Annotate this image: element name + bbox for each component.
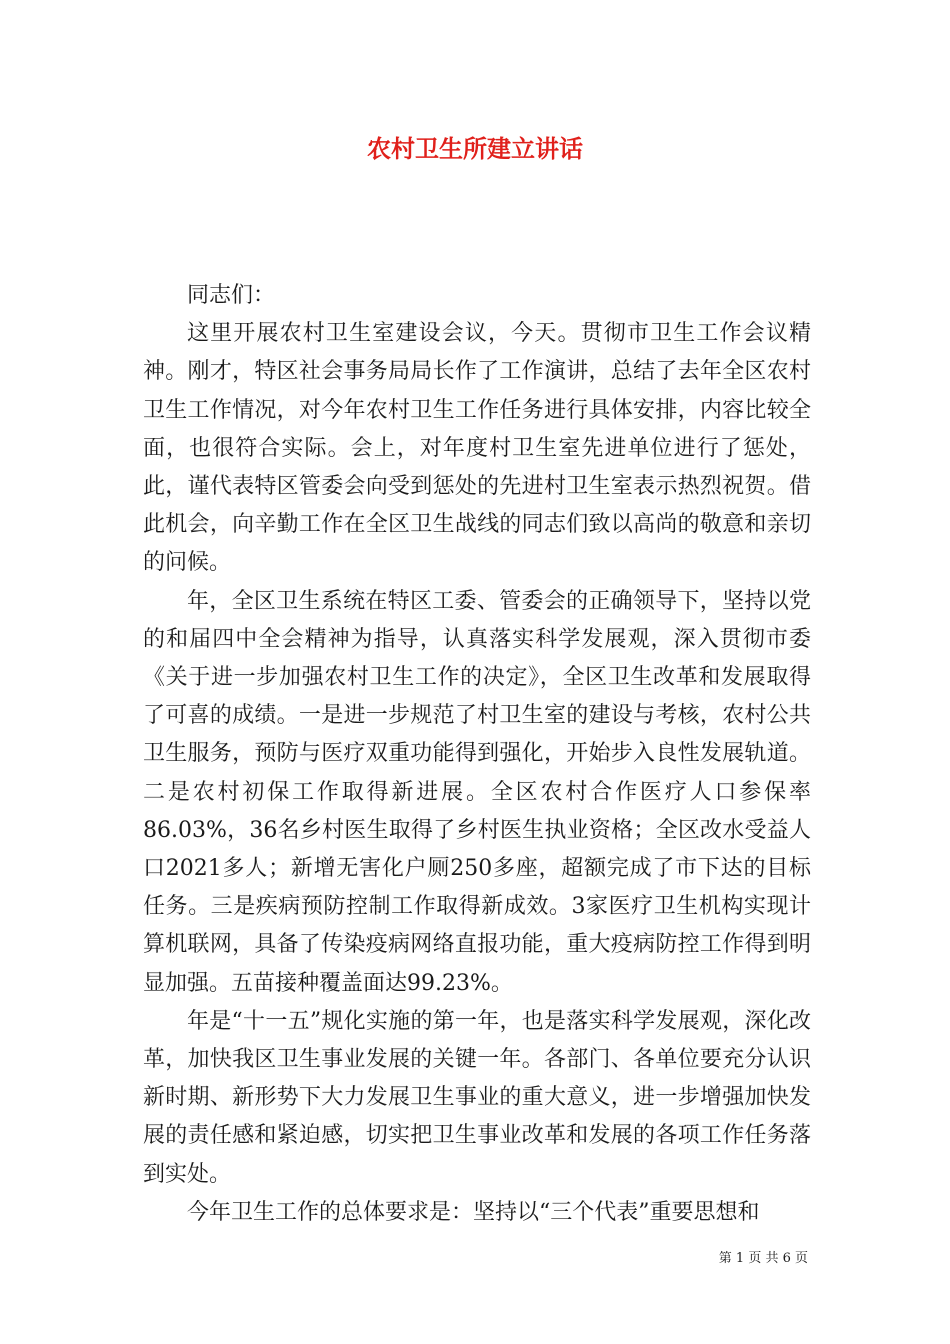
paragraph-requirements: 今年卫生工作的总体要求是：坚持以“三个代表”重要思想和 <box>187 1199 760 1225</box>
document-title: 农村卫生所建立讲话 <box>367 134 583 163</box>
paragraph-salutation: 同志们： <box>187 283 276 308</box>
document-body <box>143 277 811 1232</box>
paragraph-key-year: 年是“十一五”规化实施的第一年，也是落实科学发展观，深化改革，加快我区卫生事业发展的关键一年。各部门、各单位要充分认识新时期、新形势下大力发展卫生事业的重大意义，进一步增强加快发展的责任感和紧迫感，切实把卫生事业改革和发展的各项工作任务落到实处。 <box>143 1008 811 1187</box>
paragraph-opening: 这里开展农村卫生室建设会议，今天。贯彻市卫生工作会议精神。刚才，特区社会事务局局长作了工作演讲，总结了去年全区农村卫生工作情况，对今年农村卫生工作任务进行具体安排，内容比较全面，也很符合实际。会上，对年度村卫生室先进单位进行了惩处，此，谨代表特区管委会向受到惩处的先进村卫生室表示热烈祝贺。借此机会，向辛勤工作在全区卫生战线的同志们致以高尚的敬意和亲切的问候。 <box>143 321 811 576</box>
page-footer: 第 1 页 共 6 页 <box>718 1251 808 1266</box>
paragraph-achievements: 年，全区卫生系统在特区工委、管委会的正确领导下，坚持以党的和届四中全会精神为指导，认真落实科学发展观，深入贯彻市委《关于进一步加强农村卫生工作的决定》，全区卫生改革和发展取得了可喜的成绩。一是进一步规范了村卫生室的建设与考核，农村公共卫生服务，预防与医疗双重功能得到强化，开始步入良性发展轨道。二是农村初保工作取得新进展。全区农村合作医疗人口参保率86.03%，36名乡村医生取得了乡村医生执业资格；全区改水受益人口2021多人；新增无害化户厕250多座，超额完成了市下达的目标任务。三是疾病预防控制工作取得新成效。3家医疗卫生机构实现计算机联网，具备了传染疫病网络直报功能，重大疫病防控工作得到明显加强。五苗接种覆盖面达99.23%。 <box>143 588 811 996</box>
